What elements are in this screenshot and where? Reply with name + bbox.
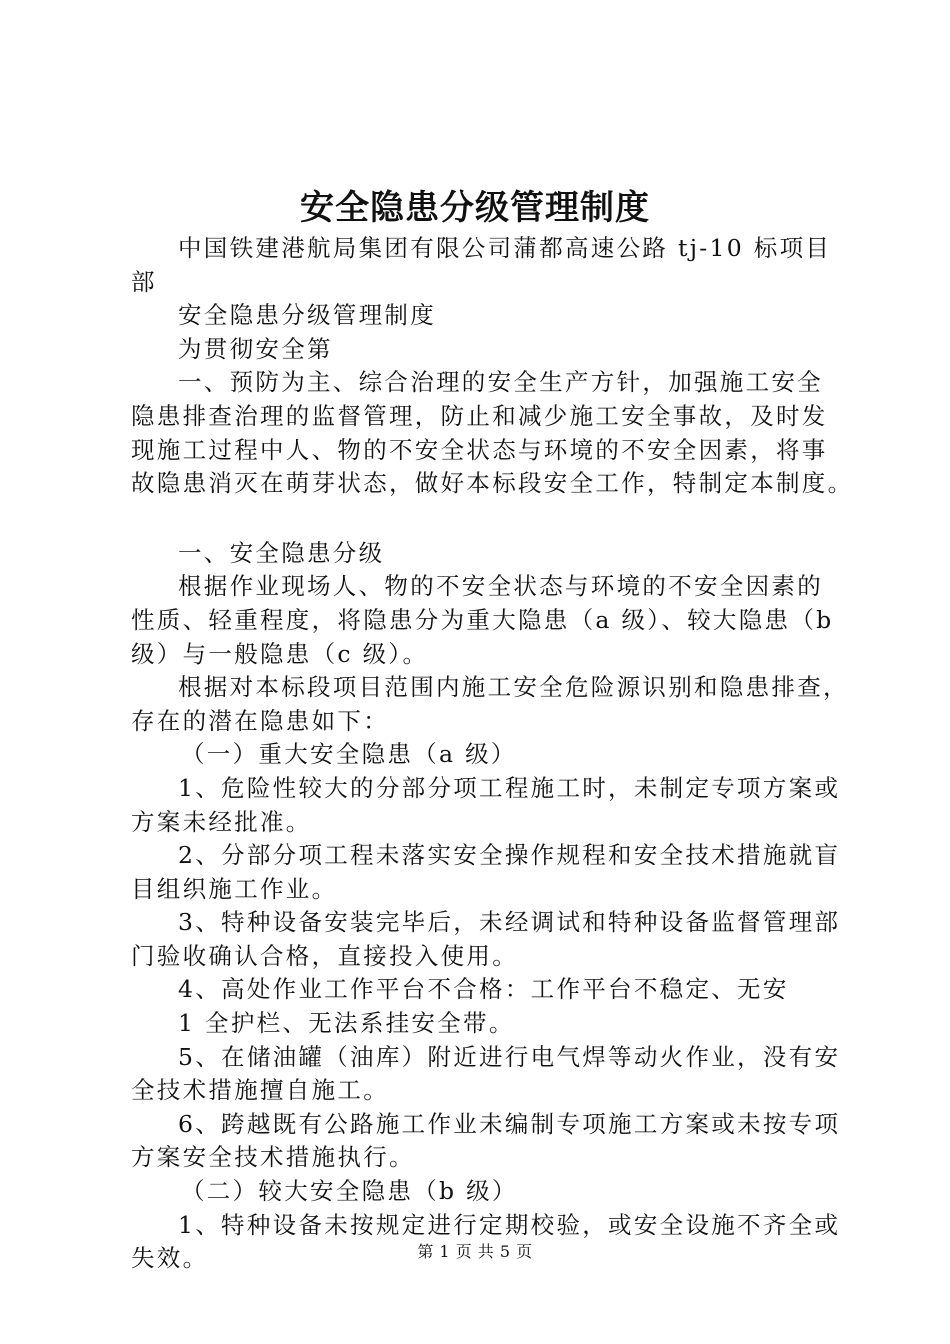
paragraph-line: 故隐患消灭在萌芽状态，做好本标段安全工作，特制定本制度。 [131, 469, 854, 498]
list-item: 1、特种设备未按规定进行定期校验，或安全设施不齐全或 [178, 1210, 841, 1239]
paragraph-line: 根据对本标段项目范围内施工安全危险源识别和隐患排查， [178, 673, 849, 702]
list-item-continued: 方案未经批准。 [131, 807, 312, 836]
subsection-heading: （一）重大安全隐患（a 级） [181, 740, 517, 769]
list-item: 2、分部分项工程未落实安全操作规程和安全技术措施就盲 [178, 841, 841, 870]
paragraph-line: 存在的潜在隐患如下： [131, 706, 389, 735]
paragraph-line: 现施工过程中人、物的不安全状态与环境的不安全因素，将事 [131, 435, 828, 464]
paragraph-line: 隐患排查治理的监督管理，防止和减少施工安全事故，及时发 [131, 401, 828, 430]
list-item: 6、跨越既有公路施工作业未编制专项施工方案或未按专项 [178, 1109, 841, 1138]
section-heading: 一、安全隐患分级 [178, 538, 385, 567]
org-line-continued: 部 [131, 267, 157, 296]
subsection-heading: （二）较大安全隐患（b 级） [181, 1177, 518, 1206]
intro-line: 为贯彻安全第 [178, 334, 333, 363]
subtitle-line: 安全隐患分级管理制度 [178, 301, 436, 330]
paragraph-line: 级）与一般隐患（c 级）。 [131, 639, 429, 668]
page-number-footer: 第 1 页 共 5 页 [417, 1242, 533, 1261]
paragraph-line: 一、预防为主、综合治理的安全生产方针，加强施工安全 [178, 368, 823, 397]
list-item-continued: 目组织施工作业。 [131, 874, 338, 903]
list-item-continued: 1 全护栏、无法系挂安全带。 [178, 1009, 515, 1038]
paragraph-line: 根据作业现场人、物的不安全状态与环境的不安全因素的 [178, 572, 823, 601]
list-item: 5、在储油罐（油库）附近进行电气焊等动火作业，没有安 [178, 1042, 841, 1071]
org-line: 中国铁建港航局集团有限公司蒲都高速公路 tj-10 标项目 [178, 234, 832, 262]
list-item-continued: 门验收确认合格，直接投入使用。 [131, 941, 518, 970]
document-title: 安全隐患分级管理制度 [300, 188, 650, 228]
list-item-continued: 方案安全技术措施执行。 [131, 1143, 415, 1172]
list-item: 1、危险性较大的分部分项工程施工时，未制定专项方案或 [178, 773, 841, 802]
document-body [131, 232, 854, 1276]
list-item: 4、高处作业工作平台不合格：工作平台不稳定、无安 [178, 975, 789, 1004]
paragraph-line: 性质、轻重程度，将隐患分为重大隐患（a 级）、较大隐患（b [131, 605, 834, 634]
list-item-continued: 全技术措施擅自施工。 [131, 1076, 389, 1105]
list-item: 3、特种设备安装完毕后，未经调试和特种设备监督管理部 [178, 908, 841, 937]
list-item-continued: 失效。 [131, 1244, 209, 1273]
paragraph-gap [131, 501, 839, 537]
